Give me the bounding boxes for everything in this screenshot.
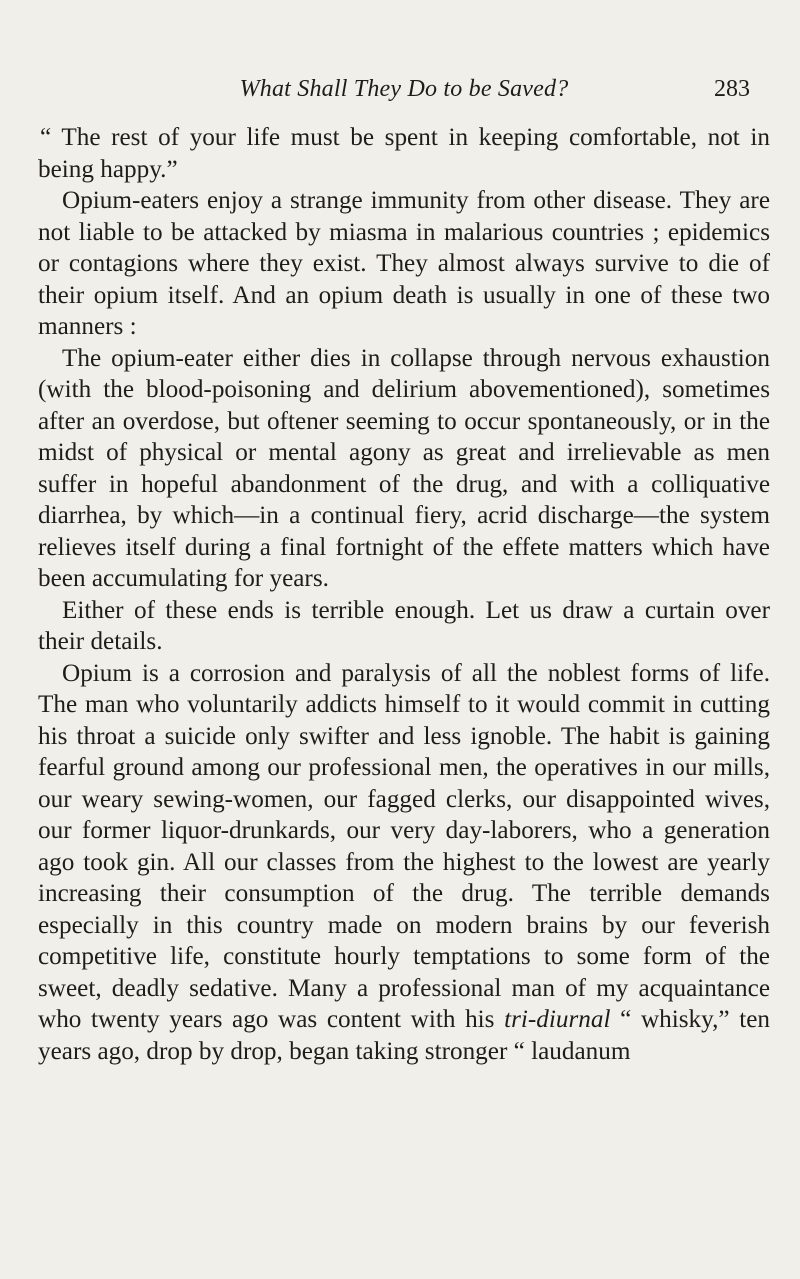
paragraph-corrosion-start: Opium is a corrosion and paralysis of all the noblest forms of life. The man who voluntarily addicts himself to it would commit in cutting his throat a suicide only swifter and less ignoble. The habit is gaining fearful ground among our professional men, the operatives in our mills, our weary sewing-women, our fagged clerks, our disappointed wives, our former liquor-drunkards, our very day-laborers, who a generation ago took gin. All our classes from the highest to the lowest are yearly increasing their consumption of the drug. The terrible demands especially in this country made on modern brains by our feverish competitive life, constitute hourly temptations to some form of the sweet, deadly sedative. Many a professional man of my acquaintance who twenty years ago was content with his	[38, 659, 770, 1033]
paragraph-corrosion-end: “ whisky,” ten years ago, drop by drop, began taking stronger “ laudanum	[38, 1006, 770, 1065]
paragraph-immunity: Opium-eaters enjoy a strange immunity from other disease. They are not liable to be attacked by miasma in malarious countries ; epidemics or contagions where they exist. They almost always survive to die of their opium itself. And an opium death is usually in one of these two manners :	[38, 187, 770, 340]
body-text	[38, 122, 770, 1067]
running-head	[38, 76, 770, 122]
paragraph-quote: “ The rest of your life must be spent in keeping comfortable, not in being happy.”	[38, 124, 770, 183]
italic-term: tri-diurnal	[504, 1006, 611, 1033]
paragraph-opium-death: The opium-eater either dies in collapse through nervous exhaustion (with the blood-poisoning and delirium abovementioned), sometimes after an overdose, but oftener seeming to occur spontaneously, or in the midst of physical or mental agony as great and irrelievable as men suffer in hopeful abandonment of the drug, and with a colliquative diarrhea, by which—in a continual fiery, acrid discharge—the system relieves itself during a final fortnight of the effete matters which have been accumulating for years.	[38, 344, 770, 592]
paragraph-corrosion	[38, 658, 770, 1068]
paragraph-terrible-ends: Either of these ends is terrible enough. Let us draw a curtain over their details.	[38, 596, 770, 655]
page-number: 283	[714, 76, 750, 102]
running-title: What Shall They Do to be Saved?	[239, 76, 569, 102]
